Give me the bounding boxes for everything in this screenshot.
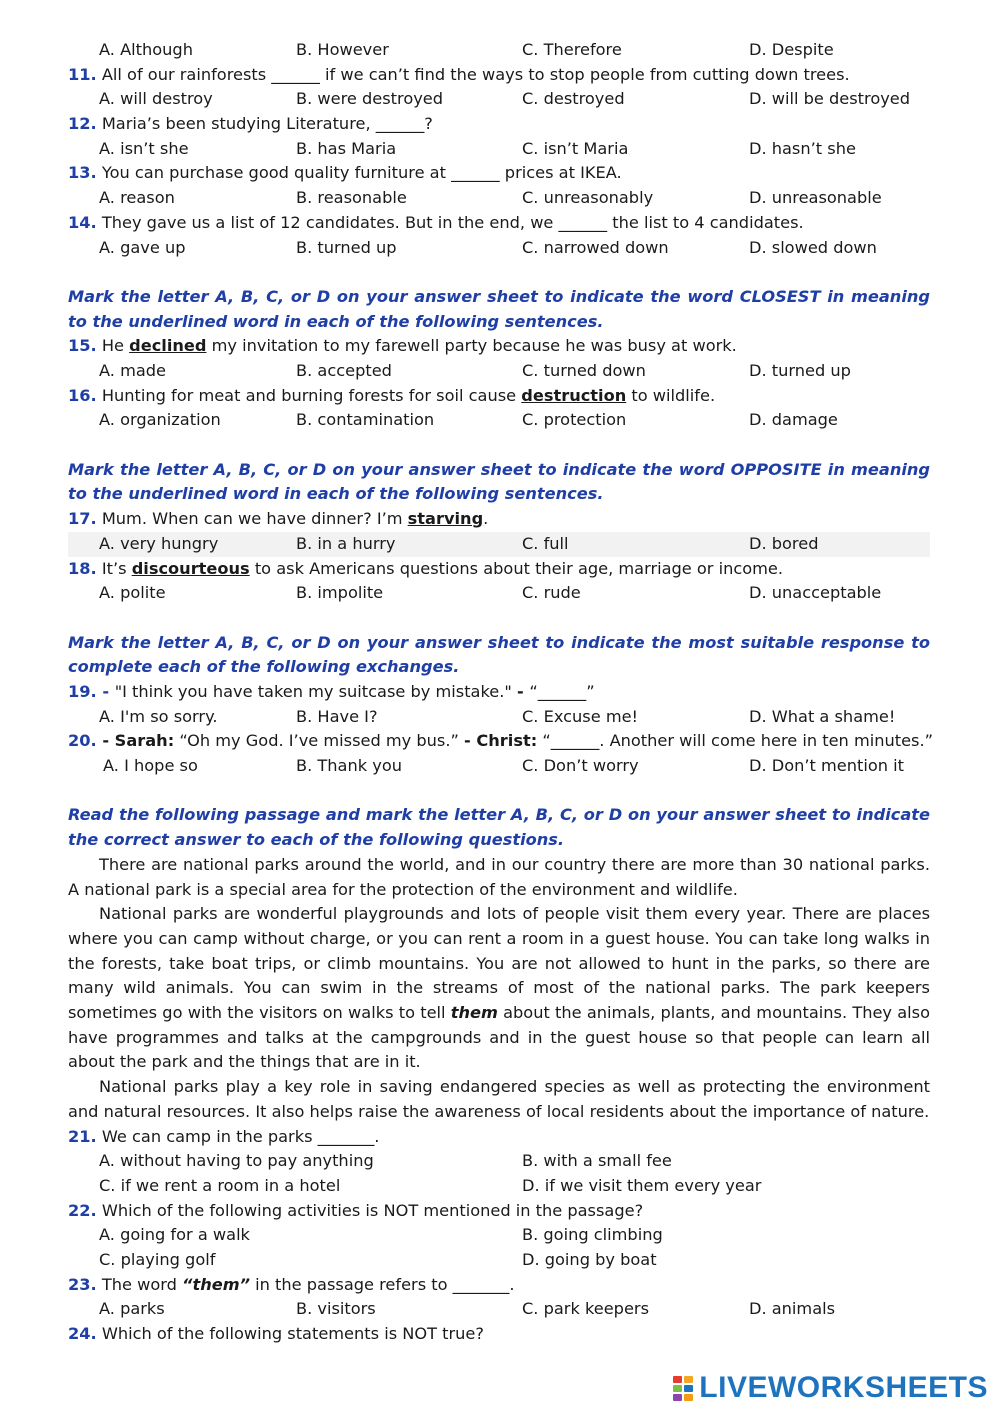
spacer (68, 779, 930, 804)
question-number: 11. (68, 64, 97, 84)
option[interactable]: D. if we visit them every year (522, 1175, 762, 1195)
liveworksheets-logo[interactable] (673, 1370, 988, 1406)
question-text-post: in the passage refers to _______. (250, 1274, 515, 1294)
question-17 (68, 507, 930, 532)
question-19 (68, 680, 930, 705)
option[interactable]: B. in a hurry (296, 533, 396, 553)
dash: - (96, 681, 115, 701)
option[interactable]: D. turned up (749, 360, 851, 380)
dash: - (516, 681, 530, 701)
question-number: 14. (68, 212, 97, 232)
speaker: - Christ: (464, 731, 538, 751)
instruction-closest: Mark the letter A, B, C, or D on your answer sheet to indicate the word CLOSEST in meaning to the underlined word in each of the following sentences. (68, 286, 930, 331)
option[interactable]: A. reason (99, 188, 175, 208)
option[interactable]: D. Don’t mention it (749, 756, 905, 776)
q23-options (68, 1297, 930, 1322)
option[interactable]: A. isn’t she (99, 138, 189, 158)
question-text-post: my invitation to my farewell party because he was busy at work. (206, 336, 737, 356)
option[interactable]: A. without having to pay anything (99, 1151, 374, 1171)
option[interactable]: D. bored (749, 533, 819, 553)
underlined-word: starving (407, 509, 484, 529)
option[interactable]: D. animals (749, 1299, 836, 1319)
q14-options (68, 236, 930, 261)
option[interactable]: A. parks (99, 1299, 165, 1319)
question-text: Maria’s been studying Literature, ______? (96, 114, 433, 134)
passage-paragraph (68, 1075, 930, 1124)
underlined-word: declined (129, 336, 207, 356)
question-number: 13. (68, 163, 97, 183)
paragraph-text: National parks play a key role in saving endangered species as well as protecting the environment and natural resources. It also helps raise the awareness of local residents about the importance of nature. (68, 1077, 930, 1121)
option[interactable]: C. park keepers (522, 1299, 650, 1319)
question-number: 24. (68, 1324, 97, 1344)
option[interactable]: D. unacceptable (749, 583, 882, 603)
logo-square (684, 1394, 693, 1401)
underlined-word: discourteous (131, 558, 250, 578)
option[interactable]: B. impolite (296, 583, 384, 603)
spacer (68, 260, 930, 285)
question-number: 19. (68, 681, 97, 701)
option[interactable]: D. going by boat (522, 1249, 657, 1269)
option[interactable]: D. damage (749, 410, 838, 430)
logo-square (673, 1385, 682, 1392)
option[interactable]: C. destroyed (522, 89, 625, 109)
option[interactable]: D. What a shame! (749, 706, 896, 726)
dialogue-line: “Oh my God. I’ve missed my bus.” (174, 731, 465, 751)
question-text: Which of the following activities is NOT mentioned in the passage? (96, 1200, 644, 1220)
option[interactable]: C. narrowed down (522, 237, 669, 257)
question-number: 18. (68, 558, 97, 578)
dialogue-line: “______” (529, 681, 595, 701)
question-text-pre: He (96, 336, 130, 356)
option[interactable]: C. unreasonably (522, 188, 654, 208)
option[interactable]: C. playing golf (99, 1249, 216, 1269)
option[interactable]: D. unreasonable (749, 188, 882, 208)
passage-paragraph (68, 902, 930, 1075)
question-text-pre: The word (96, 1274, 183, 1294)
q16-options (68, 408, 930, 433)
question-text: Which of the following statements is NOT true? (96, 1324, 484, 1344)
q19-options (68, 705, 930, 730)
option[interactable]: C. isn’t Maria (522, 138, 629, 158)
q17-options (68, 532, 930, 557)
option[interactable]: B. with a small fee (522, 1151, 672, 1171)
option[interactable]: A. very hungry (99, 533, 219, 553)
option[interactable]: A. I hope so (103, 756, 198, 776)
emphasized-word: them (450, 1003, 498, 1023)
paragraph-text: National parks are wonderful playgrounds and lots of people visit them every year. There are places where you can camp without charge, or you can rent a room in a guest house. You can take long walks in the forests, take boat trips, or climb mountains. You are not allowed to hunt in the parks, so there are many wild animals. You can swim in the streams of most of the national parks. The park keepers sometimes go with the visitors on walks to tell (68, 904, 930, 1023)
q22-options-row2 (68, 1248, 930, 1273)
question-text: We can camp in the parks _______. (96, 1126, 380, 1146)
option[interactable]: C. Therefore (522, 40, 622, 59)
question-15 (68, 334, 930, 359)
option[interactable]: C. rude (522, 583, 581, 603)
option[interactable]: A. going for a walk (99, 1225, 250, 1245)
question-24 (68, 1322, 930, 1347)
option[interactable]: C. turned down (522, 360, 646, 380)
question-14 (68, 211, 930, 236)
option[interactable]: C. full (522, 533, 569, 553)
option[interactable]: A. made (99, 360, 167, 380)
option[interactable]: B. Thank you (296, 756, 402, 776)
option[interactable]: B. reasonable (296, 188, 407, 208)
question-number: 22. (68, 1200, 97, 1220)
option[interactable]: A. I'm so sorry. (99, 706, 218, 726)
spacer (68, 606, 930, 631)
option[interactable]: B. Have I? (296, 706, 378, 726)
option[interactable]: C. protection (522, 410, 627, 430)
option[interactable]: D. slowed down (749, 237, 877, 257)
question-number: 15. (68, 336, 97, 356)
option[interactable]: C. if we rent a room in a hotel (99, 1175, 341, 1195)
q21-options-row2 (68, 1174, 930, 1199)
dialogue-line: “______. Another will come here in ten minutes.” (537, 731, 934, 751)
option[interactable]: B. going climbing (522, 1225, 663, 1245)
q11-options (68, 87, 930, 112)
question-number: 12. (68, 114, 97, 134)
option[interactable]: A. will destroy (99, 89, 213, 109)
paragraph-text: There are national parks around the world, and in our country there are more than 30 national parks. A national park is a special area for the protection of the environment and wildlife. (68, 854, 930, 899)
speaker: - Sarah: (96, 731, 175, 751)
q20-options (68, 754, 930, 779)
question-18 (68, 557, 930, 582)
logo-text: LIVEWORKSHEETS (699, 1371, 988, 1404)
passage-paragraph (68, 853, 930, 902)
option[interactable]: B. has Maria (296, 138, 397, 158)
question-22 (68, 1199, 930, 1224)
question-text-pre: Hunting for meat and burning forests for soil cause (96, 385, 522, 405)
question-23 (68, 1273, 930, 1298)
q18-options (68, 581, 930, 606)
option[interactable]: B. were destroyed (296, 89, 444, 109)
question-number: 23. (68, 1274, 97, 1294)
q21-options-row1 (68, 1149, 930, 1174)
question-20 (68, 729, 934, 754)
question-text-post: . (483, 509, 489, 529)
logo-square (684, 1385, 693, 1392)
question-text-post: to wildlife. (626, 385, 716, 405)
question-13 (68, 161, 930, 186)
question-text-pre: It’s (96, 558, 132, 578)
question-21 (68, 1125, 930, 1150)
logo-square (673, 1376, 682, 1383)
question-number: 21. (68, 1126, 97, 1146)
question-11 (68, 63, 930, 88)
option[interactable]: A. Although (99, 40, 193, 59)
q12-options (68, 137, 930, 162)
worksheet-page (68, 38, 934, 1347)
question-12 (68, 112, 930, 137)
option[interactable]: C. Don’t worry (522, 756, 639, 776)
option[interactable]: A. polite (99, 583, 166, 603)
emphasized-word: “them” (182, 1274, 250, 1294)
logo-square (684, 1376, 693, 1383)
instruction-response: Mark the letter A, B, C, or D on your answer sheet to indicate the most suitable response to complete each of the following exchanges. (68, 632, 930, 677)
underlined-word: destruction (521, 385, 627, 405)
option[interactable]: D. Despite (749, 40, 834, 59)
question-number: 20. (68, 731, 97, 751)
option[interactable]: B. turned up (296, 237, 397, 257)
paragraph-text: about the animals, plants, and mountains. They also have programmes and talks at the campgrounds and in the guest house so that people can learn all about the park and the things that are in it. (68, 1003, 930, 1072)
option[interactable]: B. However (296, 40, 389, 59)
option[interactable]: B. contamination (296, 410, 435, 430)
instruction-opposite: Mark the letter A, B, C, or D on your answer sheet to indicate the word OPPOSITE in meaning to the underlined word in each of the following sentences. (68, 459, 930, 504)
option[interactable]: B. visitors (296, 1299, 376, 1319)
option[interactable]: A. organization (99, 410, 221, 430)
logo-square (673, 1394, 682, 1401)
logo-mark-icon (673, 1376, 693, 1401)
question-number: 16. (68, 385, 97, 405)
question-text-pre: Mum. When can we have dinner? I’m (96, 509, 408, 529)
option[interactable]: D. hasn’t she (749, 138, 856, 158)
question-16 (68, 384, 930, 409)
option[interactable]: A. gave up (99, 237, 186, 257)
instruction-reading: Read the following passage and mark the letter A, B, C, or D on your answer sheet to indicate the correct answer to each of the following questions. (68, 805, 930, 850)
spacer (68, 433, 930, 458)
question-text: All of our rainforests ______ if we can’t find the ways to stop people from cutting down trees. (96, 64, 850, 84)
option[interactable]: B. accepted (296, 360, 392, 380)
option[interactable]: D. will be destroyed (749, 89, 911, 109)
question-text: You can purchase good quality furniture at ______ prices at IKEA. (96, 163, 622, 183)
q10-options (68, 38, 930, 63)
option[interactable]: C. Excuse me! (522, 706, 639, 726)
question-text-post: to ask Americans questions about their age, marriage or income. (249, 558, 784, 578)
q15-options (68, 359, 930, 384)
question-text: They gave us a list of 12 candidates. But in the end, we ______ the list to 4 candidates. (96, 212, 804, 232)
q22-options-row1 (68, 1223, 930, 1248)
dialogue-line: "I think you have taken my suitcase by mistake." (114, 681, 517, 701)
question-number: 17. (68, 509, 97, 529)
q13-options (68, 186, 930, 211)
